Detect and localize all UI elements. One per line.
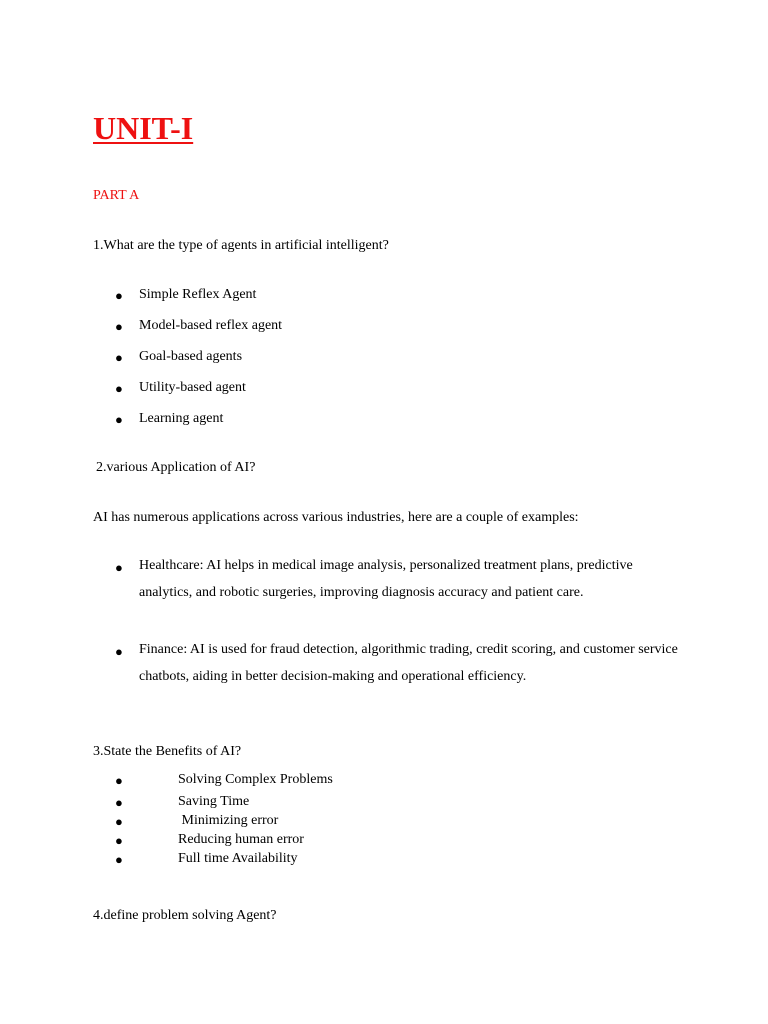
list-item-text: Solving Complex Problems xyxy=(178,772,333,787)
bullet-icon: ● xyxy=(115,412,123,427)
list-item-text: Minimizing error xyxy=(178,813,279,828)
list-item-text: Saving Time xyxy=(178,794,250,809)
bullet-icon: ● xyxy=(115,288,123,303)
bullet-icon: ● xyxy=(115,644,123,659)
bullet-icon: ● xyxy=(115,773,123,788)
question-3: 3.State the Benefits of AI? xyxy=(93,744,242,759)
question-4: 4.define problem solving Agent? xyxy=(93,908,277,923)
question-1: 1.What are the type of agents in artificial intelligent? xyxy=(93,238,389,253)
bullet-icon: ● xyxy=(115,560,123,575)
question-2-intro: AI has numerous applications across various industries, here are a couple of examples: xyxy=(93,510,579,525)
bullet-icon: ● xyxy=(115,814,123,829)
list-item-text: Learning agent xyxy=(139,411,224,426)
bullet-icon: ● xyxy=(115,833,123,848)
bullet-icon: ● xyxy=(115,381,123,396)
bullet-icon: ● xyxy=(115,852,123,867)
question-2: 2.various Application of AI? xyxy=(96,460,256,475)
bullet-icon: ● xyxy=(115,795,123,810)
list-item-text: Model-based reflex agent xyxy=(139,318,283,333)
list-item-text: Healthcare: AI helps in medical image analysis, personalized treatment plans, predictive analytics, and robotic surgeries, improving diagnosis accuracy and patient care. xyxy=(139,558,633,600)
list-item-text: Reducing human error xyxy=(178,832,304,847)
part-label: PART A xyxy=(93,188,140,203)
list-item-text: Utility-based agent xyxy=(139,380,246,395)
list-item-text: Finance: AI is used for fraud detection, algorithmic trading, credit scoring, and customer service chatbots, aiding in better decision-making and operational efficiency. xyxy=(139,642,678,684)
list-item-text: Goal-based agents xyxy=(139,349,243,364)
unit-title: UNIT-I xyxy=(93,110,194,146)
list-item-text: Full time Availability xyxy=(178,851,298,866)
list-item-text: Simple Reflex Agent xyxy=(139,287,257,302)
bullet-icon: ● xyxy=(115,350,123,365)
bullet-icon: ● xyxy=(115,319,123,334)
